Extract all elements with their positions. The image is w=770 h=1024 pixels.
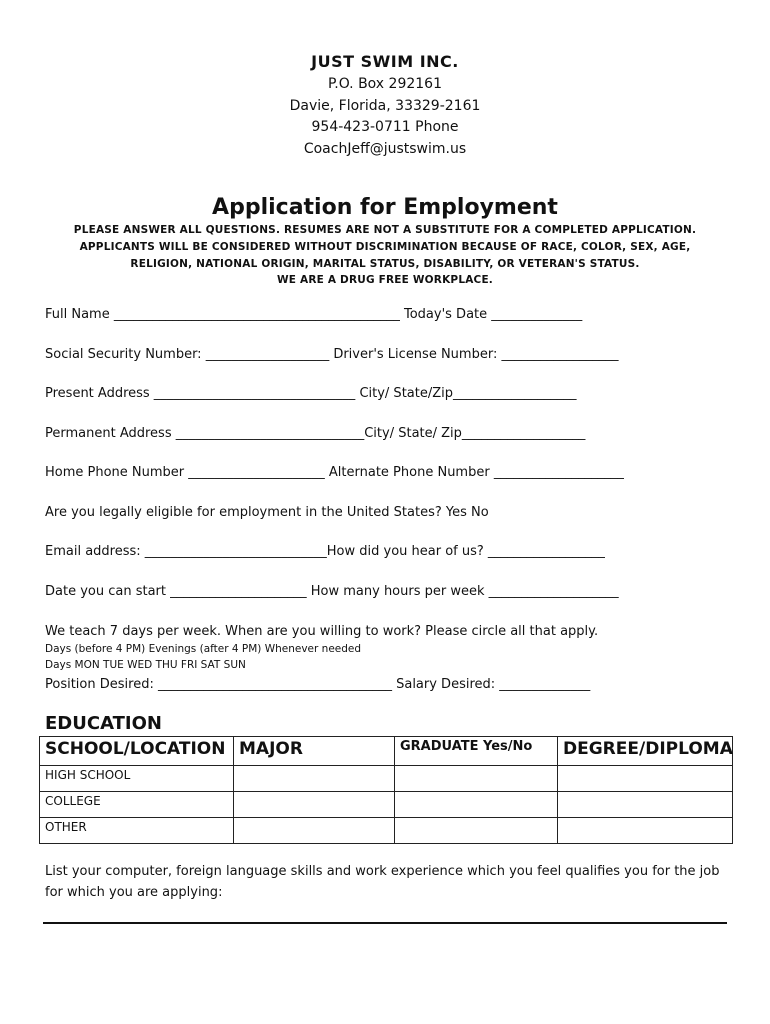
phone-line: 954-423-0711 Phone <box>311 119 459 135</box>
table-cell[interactable] <box>558 792 733 818</box>
address-line: P.O. Box 292161 <box>328 76 442 92</box>
skills-prompt: List your computer, foreign language skills and work experience which you feel qualifies you for the job <box>45 864 720 879</box>
table-cell[interactable] <box>558 766 733 792</box>
table-cell[interactable] <box>234 766 395 792</box>
notice-line: WE ARE A DRUG FREE WORKPLACE. <box>277 274 493 286</box>
column-header: SCHOOL/LOCATION <box>40 737 234 766</box>
skills-answer-line[interactable] <box>43 922 727 924</box>
row-label: OTHER <box>40 818 234 844</box>
notice-line: PLEASE ANSWER ALL QUESTIONS. RESUMES ARE NOT A SUBSTITUTE FOR A COMPLETED APPLICATION. <box>73 224 697 236</box>
start-date-field[interactable]: Date you can start _____________________ How many hours per week ____________________ <box>45 584 619 599</box>
company-name: JUST SWIM INC. <box>311 52 459 71</box>
skills-prompt: for which you are applying: <box>45 885 223 900</box>
column-header: GRADUATE Yes/No <box>395 737 558 766</box>
table-cell[interactable] <box>395 818 558 844</box>
column-header: DEGREE/DIPLOMA <box>558 737 733 766</box>
table-row <box>40 792 733 818</box>
full-name-field[interactable]: Full Name ____________________________________________ Today's Date ______________ <box>45 307 583 322</box>
ssn-field[interactable]: Social Security Number: ___________________ Driver's License Number: __________________ <box>45 347 619 362</box>
education-heading: EDUCATION <box>45 713 162 734</box>
email-field[interactable]: Email address: ____________________________How did you hear of us? __________________ <box>45 544 605 559</box>
notice-line: RELIGION, NATIONAL ORIGIN, MARITAL STATUS, DISABILITY, OR VETERAN'S STATUS. <box>130 258 640 270</box>
day-options[interactable]: Days MON TUE WED THU FRI SAT SUN <box>45 659 246 671</box>
table-cell[interactable] <box>234 792 395 818</box>
table-row <box>40 766 733 792</box>
address-line: Davie, Florida, 33329-2161 <box>289 98 481 114</box>
form-title: Application for Employment <box>212 195 558 220</box>
row-label: COLLEGE <box>40 792 234 818</box>
table-cell[interactable] <box>558 818 733 844</box>
position-field[interactable]: Position Desired: ____________________________________ Salary Desired: ______________ <box>45 677 591 692</box>
education-table <box>39 736 733 844</box>
notice-line: APPLICANTS WILL BE CONSIDERED WITHOUT DISCRIMINATION BECAUSE OF RACE, COLOR, SEX, AGE, <box>79 241 691 253</box>
table-cell[interactable] <box>234 818 395 844</box>
permanent-address-field[interactable]: Permanent Address _____________________________City/ State/ Zip___________________ <box>45 426 586 441</box>
email-line: CoachJeff@justswim.us <box>303 141 467 157</box>
table-cell[interactable] <box>395 792 558 818</box>
availability-question: We teach 7 days per week. When are you willing to work? Please circle all that apply. <box>45 624 599 639</box>
table-row <box>40 818 733 844</box>
column-header: MAJOR <box>234 737 395 766</box>
row-label: HIGH SCHOOL <box>40 766 234 792</box>
present-address-field[interactable]: Present Address _______________________________ City/ State/Zip___________________ <box>45 386 577 401</box>
eligibility-question[interactable]: Are you legally eligible for employment in the United States? Yes No <box>45 505 489 520</box>
shift-options[interactable]: Days (before 4 PM) Evenings (after 4 PM) Whenever needed <box>45 643 362 655</box>
table-cell[interactable] <box>395 766 558 792</box>
phone-field[interactable]: Home Phone Number _____________________ Alternate Phone Number ____________________ <box>45 465 624 480</box>
